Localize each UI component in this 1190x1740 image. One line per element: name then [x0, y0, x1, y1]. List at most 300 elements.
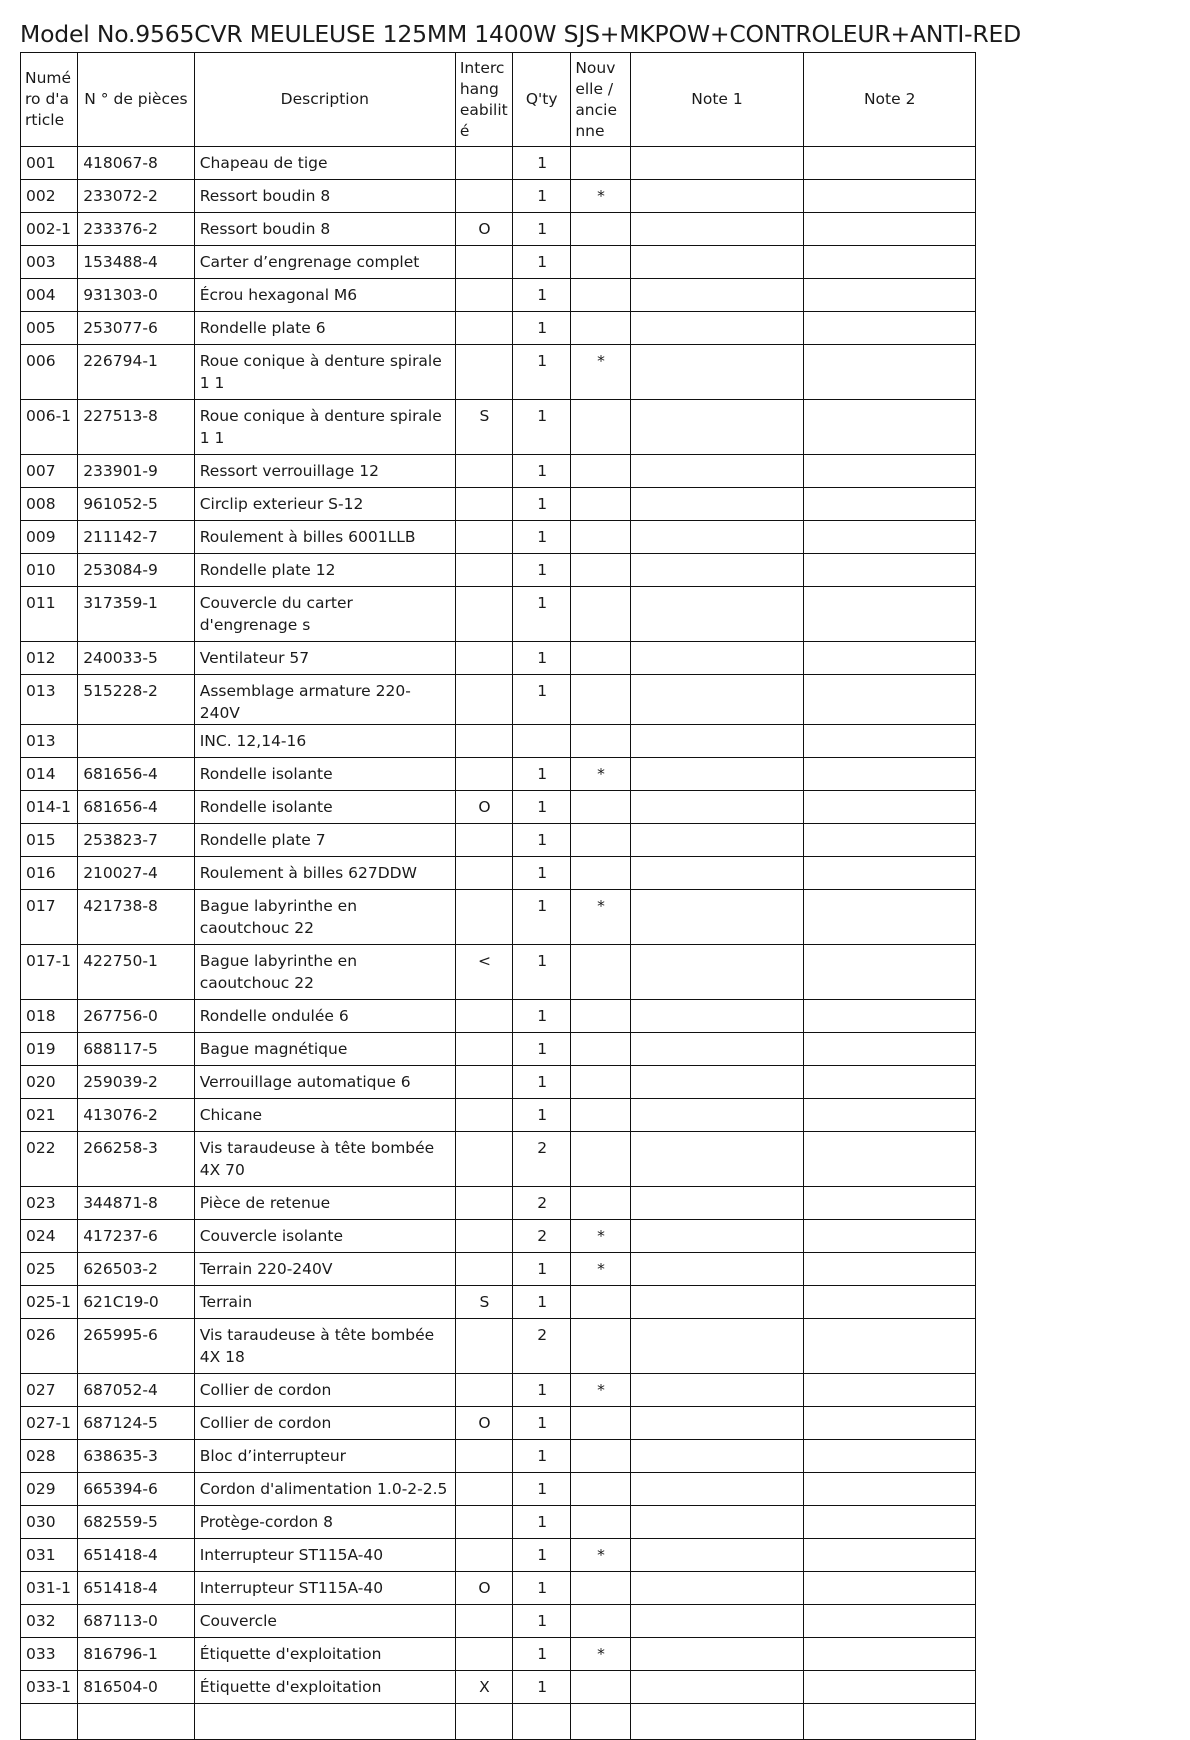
- item-number-cell: 001: [21, 147, 78, 180]
- note1-cell: [630, 1132, 804, 1187]
- description-cell: Interrupteur ST115A-40: [194, 1572, 455, 1605]
- note2-cell: [804, 1099, 976, 1132]
- new-old-cell: [571, 1066, 630, 1099]
- interchangeability-cell: O: [455, 213, 512, 246]
- note2-cell: [804, 1572, 976, 1605]
- part-number-cell: 417237-6: [78, 1220, 195, 1253]
- part-number-cell: 240033-5: [78, 642, 195, 675]
- part-number-cell: 233901-9: [78, 455, 195, 488]
- note1-cell: [630, 1000, 804, 1033]
- note1-cell: [630, 1099, 804, 1132]
- part-number-cell: 638635-3: [78, 1440, 195, 1473]
- table-row: [21, 1066, 976, 1099]
- table-row: [21, 1132, 976, 1187]
- item-number-cell: 012: [21, 642, 78, 675]
- new-old-cell: [571, 1671, 630, 1704]
- note2-cell: [804, 1539, 976, 1572]
- description-cell: Ressort boudin 8: [194, 180, 455, 213]
- interchangeability-cell: [455, 1132, 512, 1187]
- new-old-cell: *: [571, 1539, 630, 1572]
- part-number-cell: 665394-6: [78, 1473, 195, 1506]
- table-row: [21, 1671, 976, 1704]
- part-number-cell: 253077-6: [78, 312, 195, 345]
- note1-cell: [630, 312, 804, 345]
- item-number-cell: 006: [21, 345, 78, 400]
- new-old-cell: [571, 400, 630, 455]
- part-number-cell: 681656-4: [78, 791, 195, 824]
- new-old-cell: [571, 945, 630, 1000]
- note1-cell: [630, 857, 804, 890]
- quantity-cell: 1: [513, 791, 571, 824]
- note1-cell: [630, 147, 804, 180]
- table-row: [21, 180, 976, 213]
- interchangeability-cell: [455, 1440, 512, 1473]
- quantity-cell: 1: [513, 521, 571, 554]
- table-row: [21, 345, 976, 400]
- interchangeability-cell: O: [455, 1407, 512, 1440]
- item-number-cell: 011: [21, 587, 78, 642]
- new-old-cell: *: [571, 1253, 630, 1286]
- quantity-cell: 1: [513, 488, 571, 521]
- description-cell: Pièce de retenue: [194, 1187, 455, 1220]
- interchangeability-cell: [455, 824, 512, 857]
- note2-cell: [804, 1187, 976, 1220]
- note2-cell: [804, 1407, 976, 1440]
- new-old-cell: [571, 1033, 630, 1066]
- new-old-cell: [571, 554, 630, 587]
- description-cell: Circlip exterieur S-12: [194, 488, 455, 521]
- description-cell: Ventilateur 57: [194, 642, 455, 675]
- table-row: [21, 312, 976, 345]
- interchangeability-cell: [455, 1066, 512, 1099]
- item-number-cell: 013: [21, 725, 78, 758]
- new-old-cell: [571, 521, 630, 554]
- item-number-cell: 021: [21, 1099, 78, 1132]
- note2-cell: [804, 1066, 976, 1099]
- table-row: [21, 455, 976, 488]
- note1-cell: [630, 345, 804, 400]
- interchangeability-cell: [455, 1253, 512, 1286]
- note1-cell: [630, 945, 804, 1000]
- quantity-cell: 1: [513, 1638, 571, 1671]
- note2-cell: [804, 488, 976, 521]
- note1-cell: [630, 1440, 804, 1473]
- note1-cell: [630, 1253, 804, 1286]
- note1-cell: [630, 554, 804, 587]
- note2-cell: [804, 587, 976, 642]
- interchangeability-cell: [455, 587, 512, 642]
- description-cell: Roue conique à denture spirale 1 1: [194, 400, 455, 455]
- description-cell: Chapeau de tige: [194, 147, 455, 180]
- new-old-cell: [571, 1572, 630, 1605]
- col-header-interchangeability: Interc hang eabilit é: [455, 53, 512, 147]
- item-number-cell: 026: [21, 1319, 78, 1374]
- interchangeability-cell: [455, 1605, 512, 1638]
- note1-cell: [630, 1539, 804, 1572]
- part-number-cell: 266258-3: [78, 1132, 195, 1187]
- part-number-cell: 816796-1: [78, 1638, 195, 1671]
- interchangeability-cell: [455, 1319, 512, 1374]
- item-number-cell: 031-1: [21, 1572, 78, 1605]
- table-row: [21, 791, 976, 824]
- quantity-cell: [513, 1704, 571, 1740]
- part-number-cell: 687124-5: [78, 1407, 195, 1440]
- table-row: [21, 1099, 976, 1132]
- table-row: [21, 857, 976, 890]
- note1-cell: [630, 1187, 804, 1220]
- quantity-cell: 1: [513, 675, 571, 725]
- description-cell: Roue conique à denture spirale 1 1: [194, 345, 455, 400]
- note1-cell: [630, 725, 804, 758]
- quantity-cell: 1: [513, 1440, 571, 1473]
- note1-cell: [630, 400, 804, 455]
- part-number-cell: 265995-6: [78, 1319, 195, 1374]
- quantity-cell: 1: [513, 1539, 571, 1572]
- new-old-cell: *: [571, 890, 630, 945]
- part-number-cell: 626503-2: [78, 1253, 195, 1286]
- new-old-cell: [571, 1132, 630, 1187]
- item-number-cell: 013: [21, 675, 78, 725]
- table-row: [21, 1539, 976, 1572]
- note2-cell: [804, 642, 976, 675]
- table-row: [21, 488, 976, 521]
- note1-cell: [630, 1319, 804, 1374]
- item-number-cell: 028: [21, 1440, 78, 1473]
- new-old-cell: [571, 1000, 630, 1033]
- note2-cell: [804, 1319, 976, 1374]
- interchangeability-cell: S: [455, 1286, 512, 1319]
- quantity-cell: 1: [513, 1407, 571, 1440]
- quantity-cell: 1: [513, 857, 571, 890]
- description-cell: Interrupteur ST115A-40: [194, 1539, 455, 1572]
- item-number-cell: 004: [21, 279, 78, 312]
- note2-cell: [804, 1704, 976, 1740]
- description-cell: Collier de cordon: [194, 1407, 455, 1440]
- interchangeability-cell: [455, 890, 512, 945]
- quantity-cell: 1: [513, 1033, 571, 1066]
- note2-cell: [804, 1638, 976, 1671]
- note2-cell: [804, 1253, 976, 1286]
- part-number-cell: 816504-0: [78, 1671, 195, 1704]
- note2-cell: [804, 312, 976, 345]
- part-number-cell: 413076-2: [78, 1099, 195, 1132]
- interchangeability-cell: <: [455, 945, 512, 1000]
- new-old-cell: [571, 675, 630, 725]
- part-number-cell: 515228-2: [78, 675, 195, 725]
- quantity-cell: 1: [513, 890, 571, 945]
- new-old-cell: [571, 1187, 630, 1220]
- quantity-cell: 1: [513, 1671, 571, 1704]
- table-row: [21, 246, 976, 279]
- table-row: [21, 1440, 976, 1473]
- new-old-cell: *: [571, 1220, 630, 1253]
- note2-cell: [804, 213, 976, 246]
- note1-cell: [630, 1572, 804, 1605]
- item-number-cell: 009: [21, 521, 78, 554]
- interchangeability-cell: [455, 488, 512, 521]
- note2-cell: [804, 791, 976, 824]
- note2-cell: [804, 857, 976, 890]
- note2-cell: [804, 675, 976, 725]
- part-number-cell: 344871-8: [78, 1187, 195, 1220]
- table-row: [21, 675, 976, 725]
- new-old-cell: *: [571, 1374, 630, 1407]
- note1-cell: [630, 180, 804, 213]
- new-old-cell: [571, 455, 630, 488]
- note2-cell: [804, 1506, 976, 1539]
- new-old-cell: [571, 587, 630, 642]
- col-header-note2: Note 2: [804, 53, 976, 147]
- note2-cell: [804, 1671, 976, 1704]
- description-cell: Étiquette d'exploitation: [194, 1671, 455, 1704]
- note1-cell: [630, 521, 804, 554]
- part-number-cell: 421738-8: [78, 890, 195, 945]
- item-number-cell: 014: [21, 758, 78, 791]
- note1-cell: [630, 213, 804, 246]
- note1-cell: [630, 824, 804, 857]
- item-number-cell: 029: [21, 1473, 78, 1506]
- interchangeability-cell: [455, 345, 512, 400]
- description-cell: Ressort verrouillage 12: [194, 455, 455, 488]
- item-number-cell: 006-1: [21, 400, 78, 455]
- new-old-cell: [571, 1605, 630, 1638]
- new-old-cell: [571, 725, 630, 758]
- new-old-cell: [571, 857, 630, 890]
- part-number-cell: [78, 1704, 195, 1740]
- note2-cell: [804, 345, 976, 400]
- part-number-cell: 227513-8: [78, 400, 195, 455]
- col-header-description: Description: [194, 53, 455, 147]
- new-old-cell: [571, 279, 630, 312]
- note2-cell: [804, 890, 976, 945]
- part-number-cell: 267756-0: [78, 1000, 195, 1033]
- table-row: [21, 1374, 976, 1407]
- new-old-cell: [571, 246, 630, 279]
- part-number-cell: [78, 725, 195, 758]
- item-number-cell: 023: [21, 1187, 78, 1220]
- part-number-cell: 651418-4: [78, 1539, 195, 1572]
- note1-cell: [630, 1704, 804, 1740]
- interchangeability-cell: [455, 642, 512, 675]
- note2-cell: [804, 180, 976, 213]
- note1-cell: [630, 488, 804, 521]
- table-row: [21, 147, 976, 180]
- note1-cell: [630, 1407, 804, 1440]
- table-row: [21, 890, 976, 945]
- interchangeability-cell: [455, 675, 512, 725]
- table-row: [21, 1572, 976, 1605]
- part-number-cell: 931303-0: [78, 279, 195, 312]
- description-cell: Rondelle ondulée 6: [194, 1000, 455, 1033]
- part-number-cell: 211142-7: [78, 521, 195, 554]
- note1-cell: [630, 1506, 804, 1539]
- part-number-cell: 418067-8: [78, 147, 195, 180]
- description-cell: Étiquette d'exploitation: [194, 1638, 455, 1671]
- description-cell: Écrou hexagonal M6: [194, 279, 455, 312]
- table-row: [21, 1704, 976, 1740]
- quantity-cell: 1: [513, 1000, 571, 1033]
- description-cell: Couvercle: [194, 1605, 455, 1638]
- description-cell: Verrouillage automatique 6: [194, 1066, 455, 1099]
- table-row: [21, 1319, 976, 1374]
- quantity-cell: 1: [513, 1572, 571, 1605]
- part-number-cell: 153488-4: [78, 246, 195, 279]
- item-number-cell: 019: [21, 1033, 78, 1066]
- quantity-cell: 1: [513, 587, 571, 642]
- item-number-cell: 002: [21, 180, 78, 213]
- interchangeability-cell: X: [455, 1671, 512, 1704]
- note2-cell: [804, 521, 976, 554]
- quantity-cell: 2: [513, 1319, 571, 1374]
- item-number-cell: 007: [21, 455, 78, 488]
- quantity-cell: 1: [513, 1374, 571, 1407]
- description-cell: Ressort boudin 8: [194, 213, 455, 246]
- interchangeability-cell: [455, 1033, 512, 1066]
- new-old-cell: [571, 824, 630, 857]
- part-number-cell: 233072-2: [78, 180, 195, 213]
- item-number-cell: 022: [21, 1132, 78, 1187]
- col-header-note1: Note 1: [630, 53, 804, 147]
- description-cell: Vis taraudeuse à tête bombée 4X 18: [194, 1319, 455, 1374]
- description-cell: Rondelle isolante: [194, 791, 455, 824]
- table-row: [21, 1638, 976, 1671]
- item-number-cell: 027-1: [21, 1407, 78, 1440]
- table-header-row: [21, 53, 976, 147]
- quantity-cell: 1: [513, 213, 571, 246]
- table-row: [21, 1473, 976, 1506]
- interchangeability-cell: [455, 147, 512, 180]
- new-old-cell: [571, 1473, 630, 1506]
- part-number-cell: 259039-2: [78, 1066, 195, 1099]
- note1-cell: [630, 1220, 804, 1253]
- table-row: [21, 1220, 976, 1253]
- interchangeability-cell: [455, 1638, 512, 1671]
- note2-cell: [804, 1473, 976, 1506]
- note2-cell: [804, 1286, 976, 1319]
- description-cell: Assemblage armature 220-240V: [194, 675, 455, 725]
- table-row: [21, 725, 976, 758]
- part-number-cell: 422750-1: [78, 945, 195, 1000]
- quantity-cell: 1: [513, 824, 571, 857]
- interchangeability-cell: [455, 312, 512, 345]
- note2-cell: [804, 455, 976, 488]
- interchangeability-cell: [455, 1220, 512, 1253]
- table-row: [21, 824, 976, 857]
- quantity-cell: 1: [513, 554, 571, 587]
- interchangeability-cell: [455, 725, 512, 758]
- part-number-cell: 687113-0: [78, 1605, 195, 1638]
- table-row: [21, 521, 976, 554]
- quantity-cell: 1: [513, 945, 571, 1000]
- table-row: [21, 1253, 976, 1286]
- quantity-cell: 1: [513, 1605, 571, 1638]
- note2-cell: [804, 1605, 976, 1638]
- note2-cell: [804, 1374, 976, 1407]
- table-row: [21, 1033, 976, 1066]
- description-cell: Cordon d'alimentation 1.0-2-2.5: [194, 1473, 455, 1506]
- item-number-cell: 014-1: [21, 791, 78, 824]
- description-cell: Rondelle plate 12: [194, 554, 455, 587]
- note2-cell: [804, 1000, 976, 1033]
- note1-cell: [630, 455, 804, 488]
- description-cell: Bague magnétique: [194, 1033, 455, 1066]
- col-header-part-no: N ° de pièces: [78, 53, 195, 147]
- part-number-cell: 688117-5: [78, 1033, 195, 1066]
- item-number-cell: 016: [21, 857, 78, 890]
- note1-cell: [630, 642, 804, 675]
- interchangeability-cell: [455, 180, 512, 213]
- quantity-cell: 1: [513, 246, 571, 279]
- interchangeability-cell: [455, 554, 512, 587]
- table-row: [21, 1407, 976, 1440]
- quantity-cell: 1: [513, 1099, 571, 1132]
- item-number-cell: 005: [21, 312, 78, 345]
- description-cell: Protège-cordon 8: [194, 1506, 455, 1539]
- table-row: [21, 1000, 976, 1033]
- note1-cell: [630, 1374, 804, 1407]
- table-row: [21, 1506, 976, 1539]
- description-cell: Couvercle du carter d'engrenage s: [194, 587, 455, 642]
- part-number-cell: 961052-5: [78, 488, 195, 521]
- quantity-cell: [513, 725, 571, 758]
- item-number-cell: 025: [21, 1253, 78, 1286]
- note2-cell: [804, 758, 976, 791]
- parts-table: [20, 52, 976, 1740]
- interchangeability-cell: [455, 455, 512, 488]
- quantity-cell: 1: [513, 642, 571, 675]
- table-row: [21, 1187, 976, 1220]
- interchangeability-cell: S: [455, 400, 512, 455]
- table-row: [21, 400, 976, 455]
- item-number-cell: 008: [21, 488, 78, 521]
- new-old-cell: *: [571, 758, 630, 791]
- item-number-cell: 020: [21, 1066, 78, 1099]
- note2-cell: [804, 400, 976, 455]
- item-number-cell: 017: [21, 890, 78, 945]
- interchangeability-cell: [455, 1374, 512, 1407]
- description-cell: Bloc d’interrupteur: [194, 1440, 455, 1473]
- new-old-cell: [571, 1704, 630, 1740]
- note1-cell: [630, 587, 804, 642]
- item-number-cell: 032: [21, 1605, 78, 1638]
- quantity-cell: 1: [513, 147, 571, 180]
- note2-cell: [804, 725, 976, 758]
- item-number-cell: 030: [21, 1506, 78, 1539]
- note1-cell: [630, 1286, 804, 1319]
- quantity-cell: 1: [513, 312, 571, 345]
- item-number-cell: 025-1: [21, 1286, 78, 1319]
- table-row: [21, 945, 976, 1000]
- quantity-cell: 1: [513, 1473, 571, 1506]
- part-number-cell: 253084-9: [78, 554, 195, 587]
- note2-cell: [804, 1440, 976, 1473]
- table-row: [21, 1605, 976, 1638]
- part-number-cell: 682559-5: [78, 1506, 195, 1539]
- description-cell: Roulement à billes 627DDW: [194, 857, 455, 890]
- description-cell: Terrain: [194, 1286, 455, 1319]
- interchangeability-cell: O: [455, 1572, 512, 1605]
- note2-cell: [804, 246, 976, 279]
- description-cell: Rondelle plate 7: [194, 824, 455, 857]
- new-old-cell: [571, 312, 630, 345]
- new-old-cell: [571, 488, 630, 521]
- new-old-cell: [571, 1319, 630, 1374]
- item-number-cell: 018: [21, 1000, 78, 1033]
- item-number-cell: 003: [21, 246, 78, 279]
- note2-cell: [804, 147, 976, 180]
- item-number-cell: 031: [21, 1539, 78, 1572]
- interchangeability-cell: [455, 246, 512, 279]
